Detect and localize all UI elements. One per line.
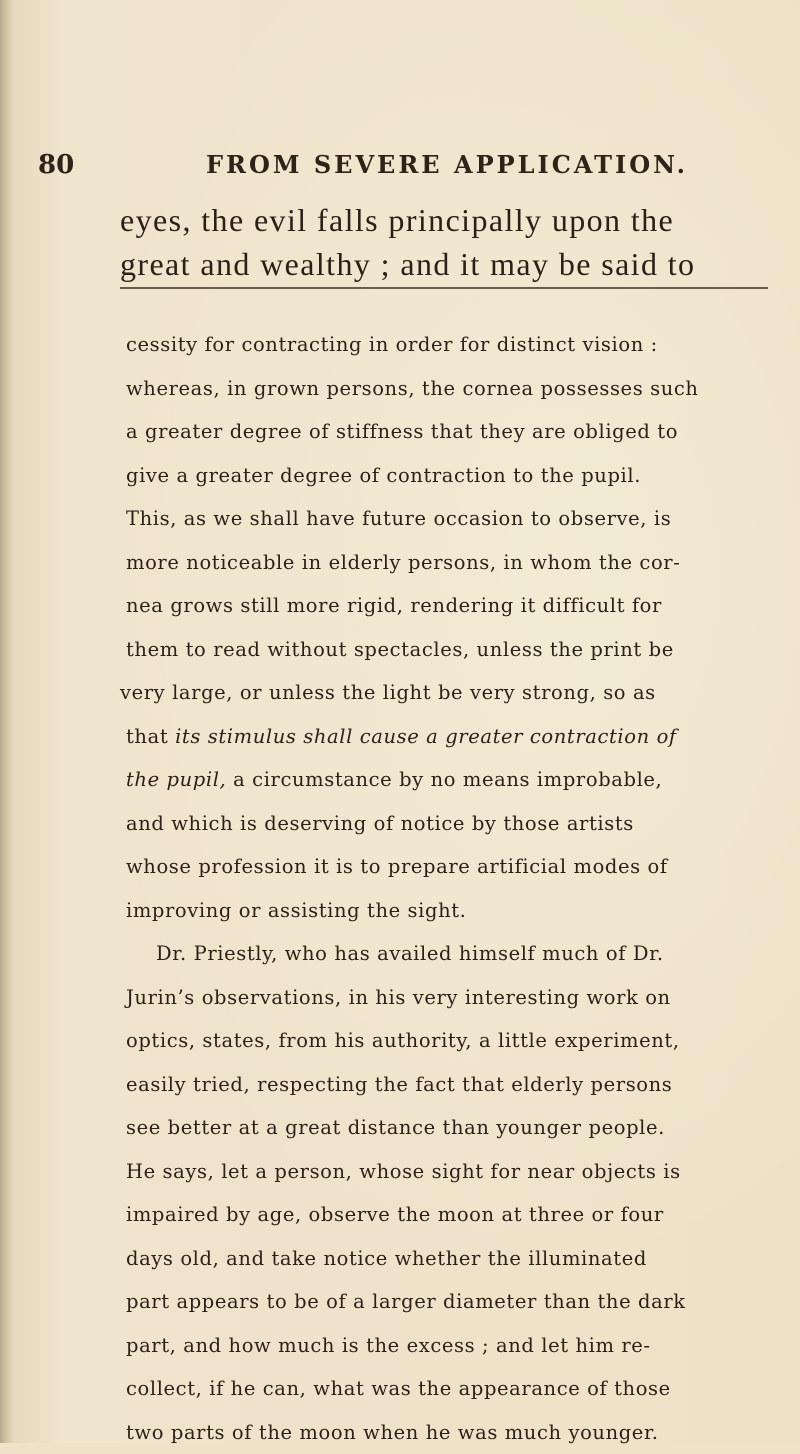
- page-binding-edge: [0, 0, 14, 1443]
- text-line: more noticeable in elderly persons, in whom the cor-: [126, 541, 782, 585]
- text-line: see better at a great distance than younger people.: [126, 1106, 782, 1150]
- text-line: part, and how much is the excess ; and let him re-: [126, 1324, 782, 1368]
- italic-text-segment: its stimulus shall cause a greater contraction of: [175, 725, 677, 748]
- text-line-mixed: [126, 715, 782, 759]
- text-line: Jurin’s observations, in his very interesting work on: [126, 976, 782, 1020]
- text-line: nea grows still more rigid, rendering it difficult for: [126, 584, 782, 628]
- italic-text-segment: the pupil,: [126, 768, 226, 791]
- text-line: a greater degree of stiffness that they are obliged to: [126, 410, 782, 454]
- text-segment: a circumstance by no means improbable,: [226, 768, 662, 791]
- text-line: eyes, the evil falls principally upon the: [120, 198, 776, 242]
- text-line: This, as we shall have future occasion to observe, is: [126, 497, 782, 541]
- text-line: days old, and take notice whether the illuminated: [126, 1237, 782, 1281]
- text-line: give a greater degree of contraction to the pupil.: [126, 454, 782, 498]
- text-line: whose profession it is to prepare artificial modes of: [126, 845, 782, 889]
- text-segment: that: [126, 725, 175, 748]
- text-line: impaired by age, observe the moon at three or four: [126, 1193, 782, 1237]
- body-text: [126, 323, 782, 1454]
- running-head: [38, 140, 738, 190]
- paragraph-first-line: Dr. Priestly, who has availed himself much of Dr.: [126, 932, 782, 976]
- text-line: optics, states, from his authority, a little experiment,: [126, 1019, 782, 1063]
- text-line: and which is deserving of notice by those artists: [126, 802, 782, 846]
- text-line: easily tried, respecting the fact that elderly persons: [126, 1063, 782, 1107]
- text-line-mixed: [126, 758, 782, 802]
- running-head-title: FROM SEVERE APPLICATION.: [206, 150, 688, 179]
- section-divider: [120, 287, 768, 289]
- text-line: collect, if he can, what was the appearance of those: [126, 1367, 782, 1411]
- text-line: very large, or unless the light be very strong, so as: [120, 671, 782, 715]
- text-line: improving or assisting the sight.: [126, 889, 782, 933]
- text-line: part appears to be of a larger diameter than the dark: [126, 1280, 782, 1324]
- page-number: 80: [38, 150, 74, 180]
- text-line: cessity for contracting in order for distinct vision :: [126, 323, 782, 367]
- text-line: whereas, in grown persons, the cornea possesses such: [126, 367, 782, 411]
- lead-paragraph-fragment: [120, 198, 776, 286]
- text-line: He says, let a person, whose sight for near objects is: [126, 1150, 782, 1194]
- text-line: two parts of the moon when he was much younger.: [126, 1411, 782, 1454]
- text-line: great and wealthy ; and it may be said to: [120, 242, 776, 286]
- text-line: them to read without spectacles, unless the print be: [126, 628, 782, 672]
